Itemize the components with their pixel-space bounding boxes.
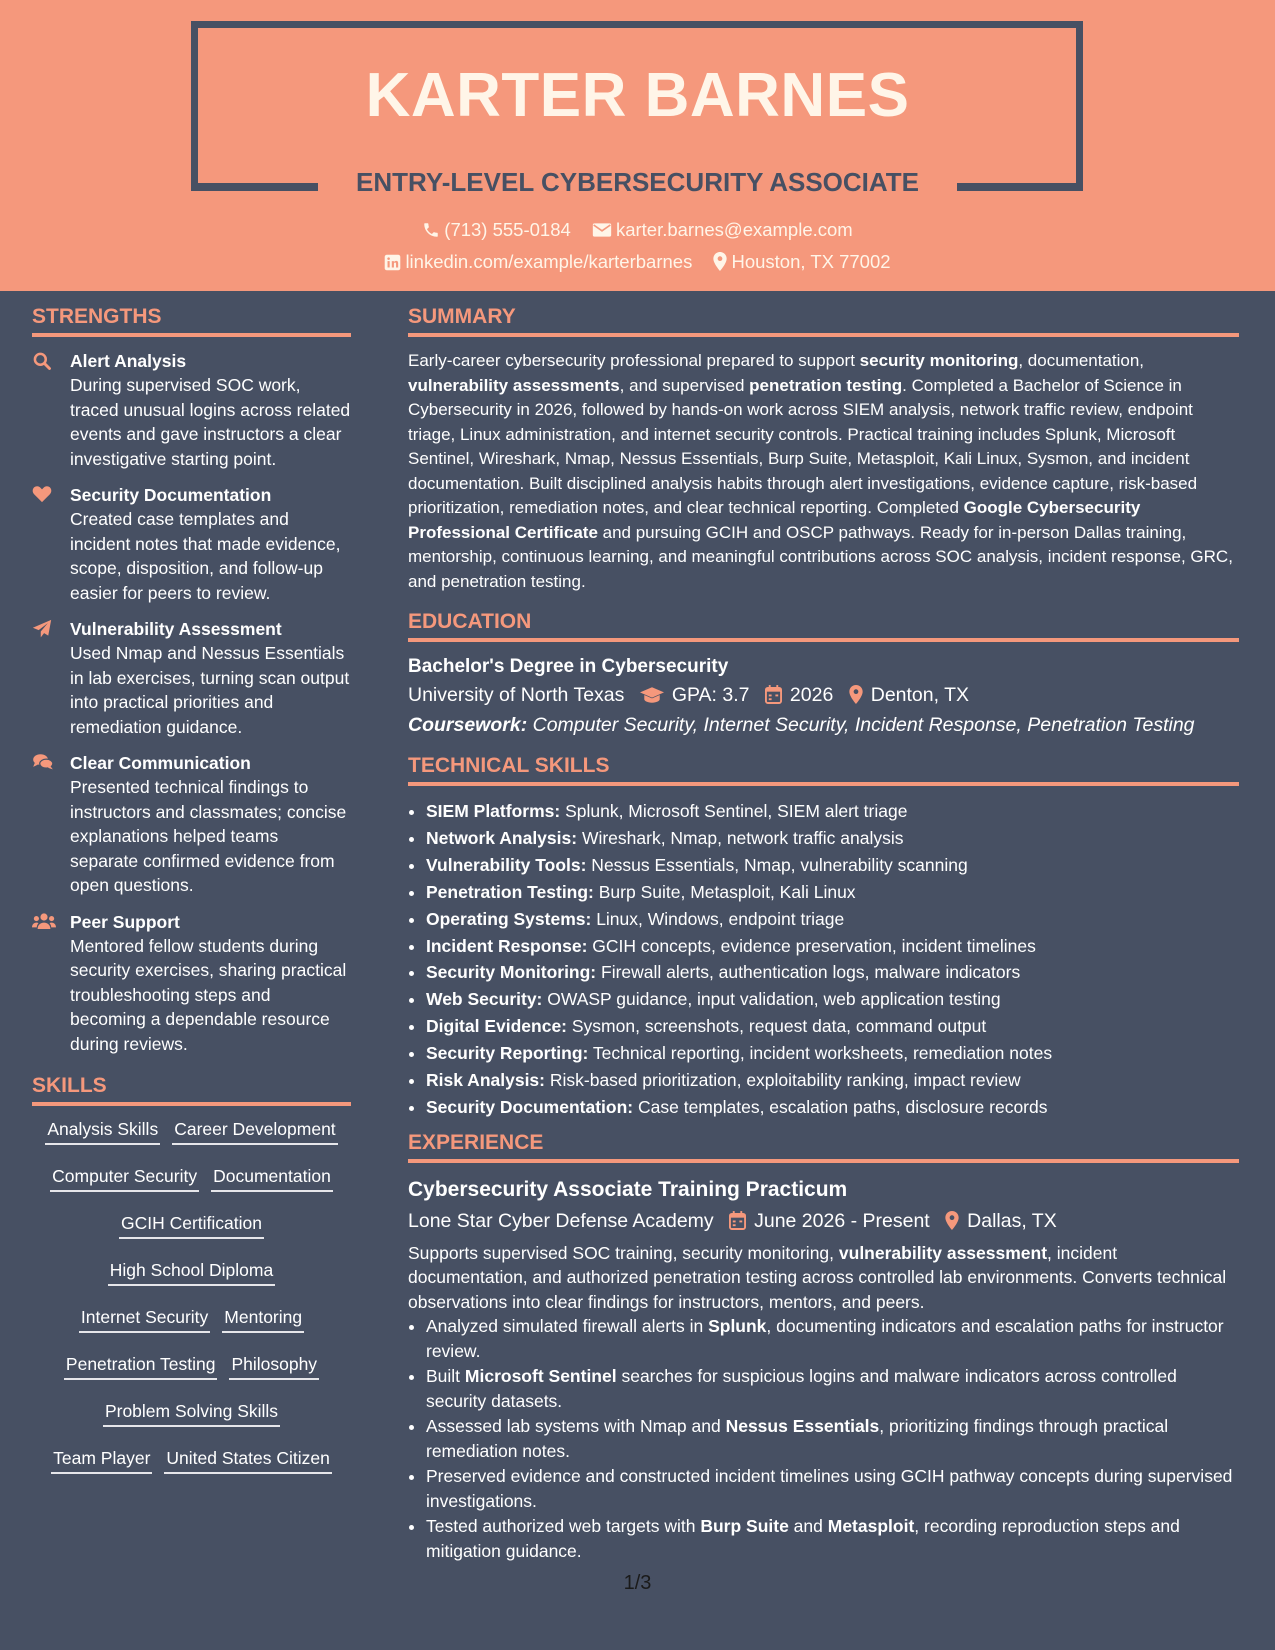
list-item: • Analyzed simulated firewall alerts in Splunk, documenting indicators and escalation paths for instructor review. (426, 1314, 1239, 1363)
grad-year: 2026 (789, 684, 834, 706)
strength-desc: Mentored fellow students during security exercises, sharing practical troubleshooting steps and becoming a dependable resource during reviews. (70, 935, 347, 1054)
strength-item (32, 349, 351, 471)
list-item: • Security Documentation: Case templates, escalation paths, disclosure records (426, 1094, 1239, 1121)
job-bullets (408, 1314, 1239, 1563)
strength-item (32, 483, 351, 605)
summary-text: Early-career cybersecurity professional prepared to support security monitoring, documentation, vulnerability assessments, and supervised penetration testing. Completed a Bachelor of Science in Cybersecurity in 2026, followed by hands-on work across SIEM analysis, network traffic review, endpoint triage, Linux administration, and internet security controls. Practical training includes Splunk, Microsoft Sentinel, Wireshark, Nmap, Nessus Essentials, Burp Suite, Metasploit, Kali Linux, Sysmon, and incident documentation. Built disciplined analysis habits through alert investigations, evidence capture, risk-based prioritization, remediation notes, and clear technical reporting. Completed Google Cybersecurity Professional Certificate and pursuing GCIH and OSCP pathways. Ready for in-person Dallas training, mentorship, continuous learning, and meaningful contributions across SOC analysis, incident response, GRC, and penetration testing. (408, 351, 1233, 591)
skill-tag: Penetration Testing (64, 1353, 218, 1380)
strength-title: Security Documentation (70, 485, 272, 505)
list-item: • Network Analysis: Wireshark, Nmap, network traffic analysis (426, 825, 1239, 852)
strength-title: Alert Analysis (70, 351, 187, 371)
strengths-heading: STRENGTHS (32, 305, 351, 337)
job-description: Supports supervised SOC training, security monitoring, vulnerability assessment, incident documentation, and authorized penetration testing across controlled lab environments. Converts technical observations into clear findings for instructors, mentors, and peers. (408, 1242, 1227, 1312)
summary-heading: SUMMARY (408, 305, 1239, 337)
comments-icon (32, 753, 54, 771)
list-item: • Tested authorized web targets with Burp Suite and Metasploit, recording reproduction steps and mitigation guidance. (426, 1514, 1239, 1563)
list-item: • Web Security: OWASP guidance, input validation, web application testing (426, 986, 1239, 1013)
map-marker-icon (713, 252, 727, 271)
experience-heading: EXPERIENCE (408, 1131, 1239, 1163)
job-title: Cybersecurity Associate Training Practicum (408, 1177, 848, 1201)
skill-tag: GCIH Certification (119, 1212, 264, 1239)
phone-item[interactable] (422, 219, 576, 240)
skill-tag: Documentation (211, 1165, 333, 1192)
linkedin-text: linkedin.com/example/karterbarnes (405, 251, 693, 272)
page-number: 1/3 (623, 1572, 652, 1594)
strength-item (32, 751, 351, 898)
strength-desc: Used Nmap and Nessus Essentials in lab exercises, turning scan output into practical priorities and remediation guidance. (70, 643, 350, 737)
strength-item (32, 910, 351, 1057)
coursework: Coursework: Computer Security, Internet Security, Incident Response, Penetration Testing (408, 714, 1195, 736)
skill-tag: United States Citizen (164, 1447, 331, 1474)
education-meta (408, 680, 1239, 710)
gpa-text: GPA: 3.7 (671, 684, 750, 706)
strength-item (32, 617, 351, 739)
strength-desc: Created case templates and incident notes that made evidence, scope, disposition, and follow-up easier for peers to review. (70, 509, 341, 603)
list-item: • Security Reporting: Technical reporting, incident worksheets, remediation notes (426, 1040, 1239, 1067)
left-column (32, 305, 351, 1494)
phone-icon (422, 221, 440, 239)
contact-row-2 (0, 251, 1275, 273)
technical-skills-list (408, 798, 1239, 1121)
skill-tag: Problem Solving Skills (103, 1400, 280, 1427)
education-heading: EDUCATION (408, 610, 1239, 642)
right-column (408, 305, 1239, 1564)
list-item: • Incident Response: GCIH concepts, evidence preservation, incident timelines (426, 933, 1239, 960)
calendar-icon (729, 1211, 746, 1230)
school-name: University of North Texas (408, 684, 625, 706)
list-item: • Digital Evidence: Sysmon, screenshots, request data, command output (426, 1013, 1239, 1040)
paper-plane-icon (32, 619, 52, 639)
email-item[interactable] (592, 219, 853, 240)
skill-tag: Team Player (51, 1447, 152, 1474)
strength-desc: Presented technical findings to instructors and classmates; concise explanations helped teams separate confirmed evidence from open questions. (70, 777, 347, 895)
list-item: • Vulnerability Tools: Nessus Essentials, Nmap, vulnerability scanning (426, 852, 1239, 879)
skill-tag: Computer Security (50, 1165, 199, 1192)
list-item: • Penetration Testing: Burp Suite, Metasploit, Kali Linux (426, 879, 1239, 906)
school-location: Denton, TX (870, 684, 970, 706)
list-item: • Operating Systems: Linux, Windows, endpoint triage (426, 906, 1239, 933)
list-item: • Preserved evidence and constructed incident timelines using GCIH pathway concepts during supervised investigations. (426, 1464, 1239, 1513)
skill-tag: Career Development (172, 1118, 337, 1145)
strength-title: Peer Support (70, 911, 180, 932)
skill-tag: High School Diploma (108, 1259, 275, 1286)
list-item: • Assessed lab systems with Nmap and Nessus Essentials, prioritizing findings through practical remediation notes. (426, 1414, 1239, 1463)
graduation-cap-icon (640, 686, 664, 704)
strength-title: Clear Communication (70, 753, 251, 773)
skill-tag: Mentoring (222, 1306, 304, 1333)
users-icon (32, 912, 56, 930)
list-item: • Built Microsoft Sentinel searches for suspicious logins and malware indicators across controlled security datasets. (426, 1364, 1239, 1413)
strength-desc: During supervised SOC work, traced unusual logins across related events and gave instructors a clear investigative starting point. (70, 375, 351, 469)
skill-tag: Philosophy (229, 1353, 319, 1380)
strength-title: Vulnerability Assessment (70, 619, 282, 639)
skill-tag: Internet Security (79, 1306, 210, 1333)
skills-heading: SKILLS (32, 1074, 351, 1106)
skills-list (32, 1118, 351, 1494)
job-location: Dallas, TX (967, 1209, 1057, 1232)
contact-row-1 (0, 219, 1275, 241)
email-text: karter.barnes@example.com (615, 219, 853, 240)
map-marker-icon (849, 685, 863, 704)
linkedin-item[interactable] (384, 251, 697, 272)
location-item (713, 251, 890, 272)
candidate-role: ENTRY-LEVEL CYBERSECURITY ASSOCIATE (356, 167, 919, 197)
list-item: • SIEM Platforms: Splunk, Microsoft Sentinel, SIEM alert triage (426, 798, 1239, 825)
calendar-icon (765, 685, 782, 704)
envelope-icon (592, 221, 612, 239)
map-marker-icon (945, 1211, 959, 1230)
company-name: Lone Star Cyber Defense Academy (408, 1209, 714, 1232)
job-meta (408, 1205, 1239, 1237)
search-icon (32, 351, 52, 371)
list-item: • Risk Analysis: Risk-based prioritization, exploitability ranking, impact review (426, 1067, 1239, 1094)
header-band (0, 0, 1275, 291)
location-text: Houston, TX 77002 (731, 251, 891, 272)
degree-title: Bachelor's Degree in Cybersecurity (408, 656, 729, 677)
heart-icon (32, 485, 52, 503)
linkedin-icon (384, 254, 401, 271)
list-item: • Security Monitoring: Firewall alerts, authentication logs, malware indicators (426, 959, 1239, 986)
candidate-name: KARTER BARNES (365, 61, 910, 130)
technical-skills-heading: TECHNICAL SKILLS (408, 754, 1239, 786)
skill-tag: Analysis Skills (45, 1118, 160, 1145)
phone-text: (713) 555-0184 (444, 219, 571, 240)
job-dates: June 2026 - Present (754, 1209, 930, 1232)
